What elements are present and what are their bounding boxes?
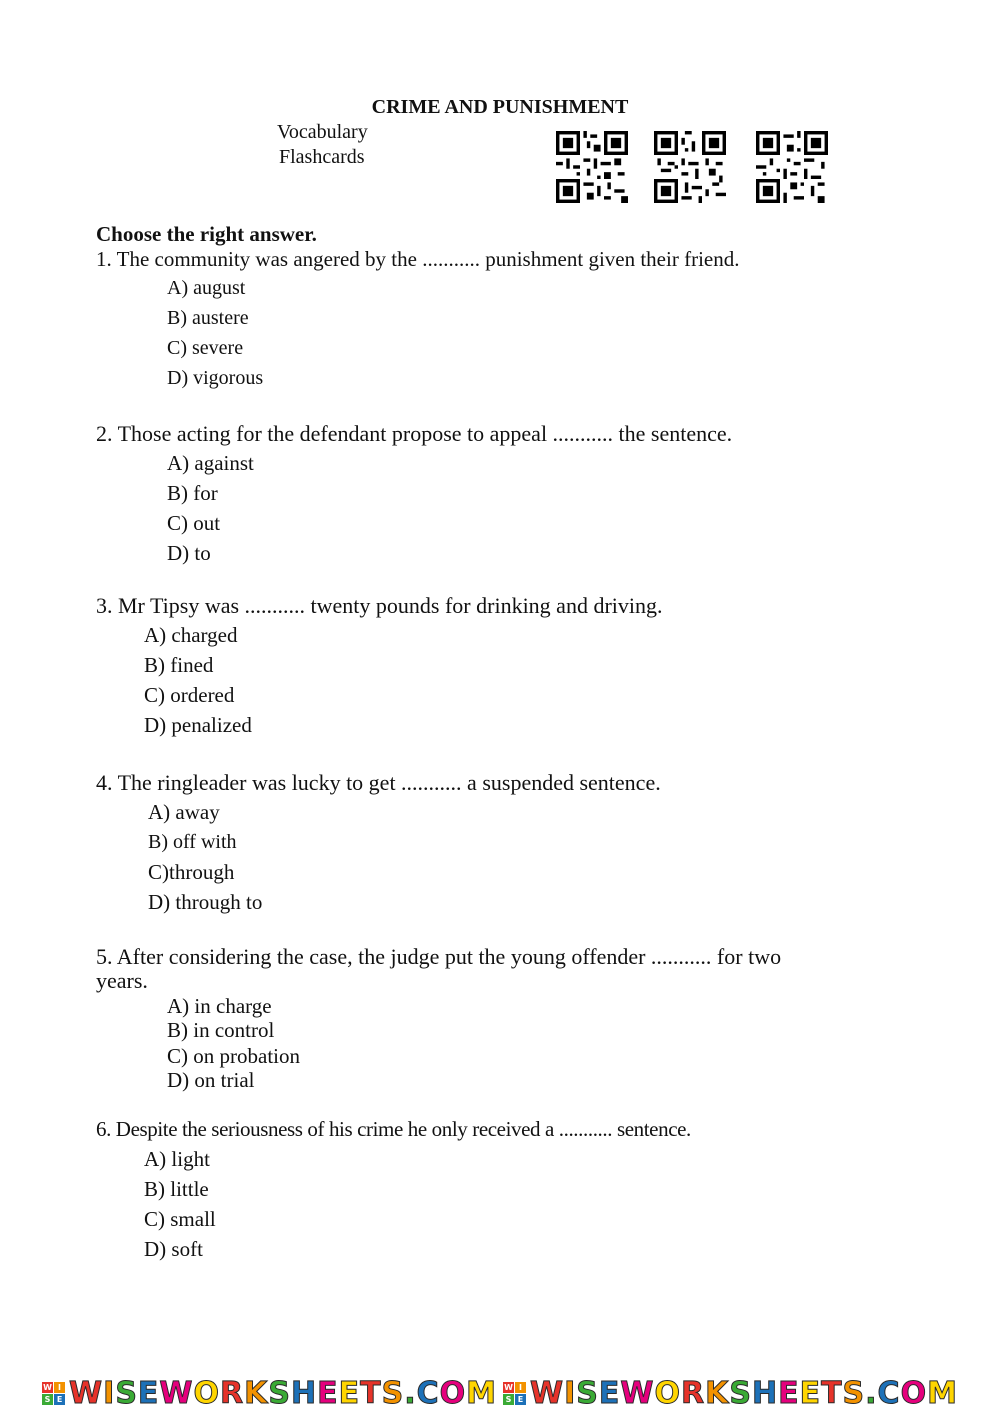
- question-6-option-b[interactable]: B) little: [144, 1177, 209, 1201]
- footer-brand-text: WISEWORKSHEETS.COM: [530, 1375, 958, 1411]
- footer-brand-text: WISEWORKSHEETS.COM: [69, 1375, 497, 1411]
- question-2-option-a[interactable]: A) against: [167, 451, 254, 475]
- question-6-text: 6. Despite the seriousness of his crime he only received a ........... sentence.: [96, 1117, 691, 1141]
- question-2-text: 2. Those acting for the defendant propose to appeal ........... the sentence.: [96, 421, 733, 446]
- logo-letter: I: [515, 1382, 526, 1393]
- question-5-option-a[interactable]: A) in charge: [167, 994, 272, 1018]
- question-6-option-a[interactable]: A) light: [144, 1147, 210, 1171]
- logo-letter: S: [42, 1394, 53, 1405]
- question-3-option-b[interactable]: B) fined: [144, 653, 214, 677]
- question-3-option-a[interactable]: A) charged: [144, 623, 238, 647]
- question-1-option-d[interactable]: D) vigorous: [167, 367, 264, 389]
- question-5-text-line-2: years.: [96, 968, 148, 993]
- question-1-text: 1. The community was angered by the ........... punishment given their friend.: [96, 247, 740, 271]
- logo-letter: W: [504, 1382, 513, 1392]
- instructions: Choose the right answer.: [96, 222, 317, 246]
- logo-letter: W: [43, 1382, 52, 1392]
- qr-code-icon[interactable]: [756, 131, 828, 203]
- page-title: CRIME AND PUNISHMENT: [371, 96, 629, 118]
- logo-icon: [503, 1382, 526, 1405]
- question-5-option-d[interactable]: D) on trial: [167, 1068, 255, 1092]
- question-2-option-d[interactable]: D) to: [167, 541, 211, 565]
- question-3-option-c[interactable]: C) ordered: [144, 683, 235, 707]
- question-1-option-b[interactable]: B) austere: [167, 307, 249, 329]
- footer-watermark: [0, 1376, 1000, 1410]
- subtitle-vocabulary: Vocabulary: [277, 121, 368, 143]
- question-5-text-line-1: 5. After considering the case, the judge put the young offender ........... for two: [96, 944, 782, 969]
- logo-letter: I: [54, 1382, 65, 1393]
- question-6-option-c[interactable]: C) small: [144, 1207, 216, 1231]
- question-4-option-d[interactable]: D) through to: [148, 890, 263, 914]
- question-4-text: 4. The ringleader was lucky to get ........... a suspended sentence.: [96, 770, 661, 795]
- question-4-option-c[interactable]: C)through: [148, 860, 235, 884]
- footer-brand-1: [42, 1376, 497, 1411]
- question-4-option-a[interactable]: A) away: [148, 800, 220, 824]
- question-3-option-d[interactable]: D) penalized: [144, 713, 252, 737]
- question-4-option-b[interactable]: B) off with: [148, 831, 237, 853]
- logo-letter: E: [515, 1394, 526, 1405]
- question-2-option-b[interactable]: B) for: [167, 481, 218, 505]
- question-6-option-d[interactable]: D) soft: [144, 1237, 203, 1261]
- footer-brand-2: [503, 1376, 958, 1411]
- question-5-option-c[interactable]: C) on probation: [167, 1044, 300, 1068]
- subtitle-flashcards: Flashcards: [279, 146, 365, 168]
- logo-letter: E: [54, 1394, 65, 1405]
- qr-code-icon[interactable]: [654, 131, 726, 203]
- logo-icon: [42, 1382, 65, 1405]
- question-1-option-c[interactable]: C) severe: [167, 337, 244, 359]
- logo-letter: S: [503, 1394, 514, 1405]
- question-2-option-c[interactable]: C) out: [167, 511, 221, 535]
- qr-code-icon[interactable]: [556, 131, 628, 203]
- question-3-text: 3. Mr Tipsy was ........... twenty pounds for drinking and driving.: [96, 593, 663, 618]
- question-1-option-a[interactable]: A) august: [167, 277, 246, 299]
- question-5-option-b[interactable]: B) in control: [167, 1018, 275, 1042]
